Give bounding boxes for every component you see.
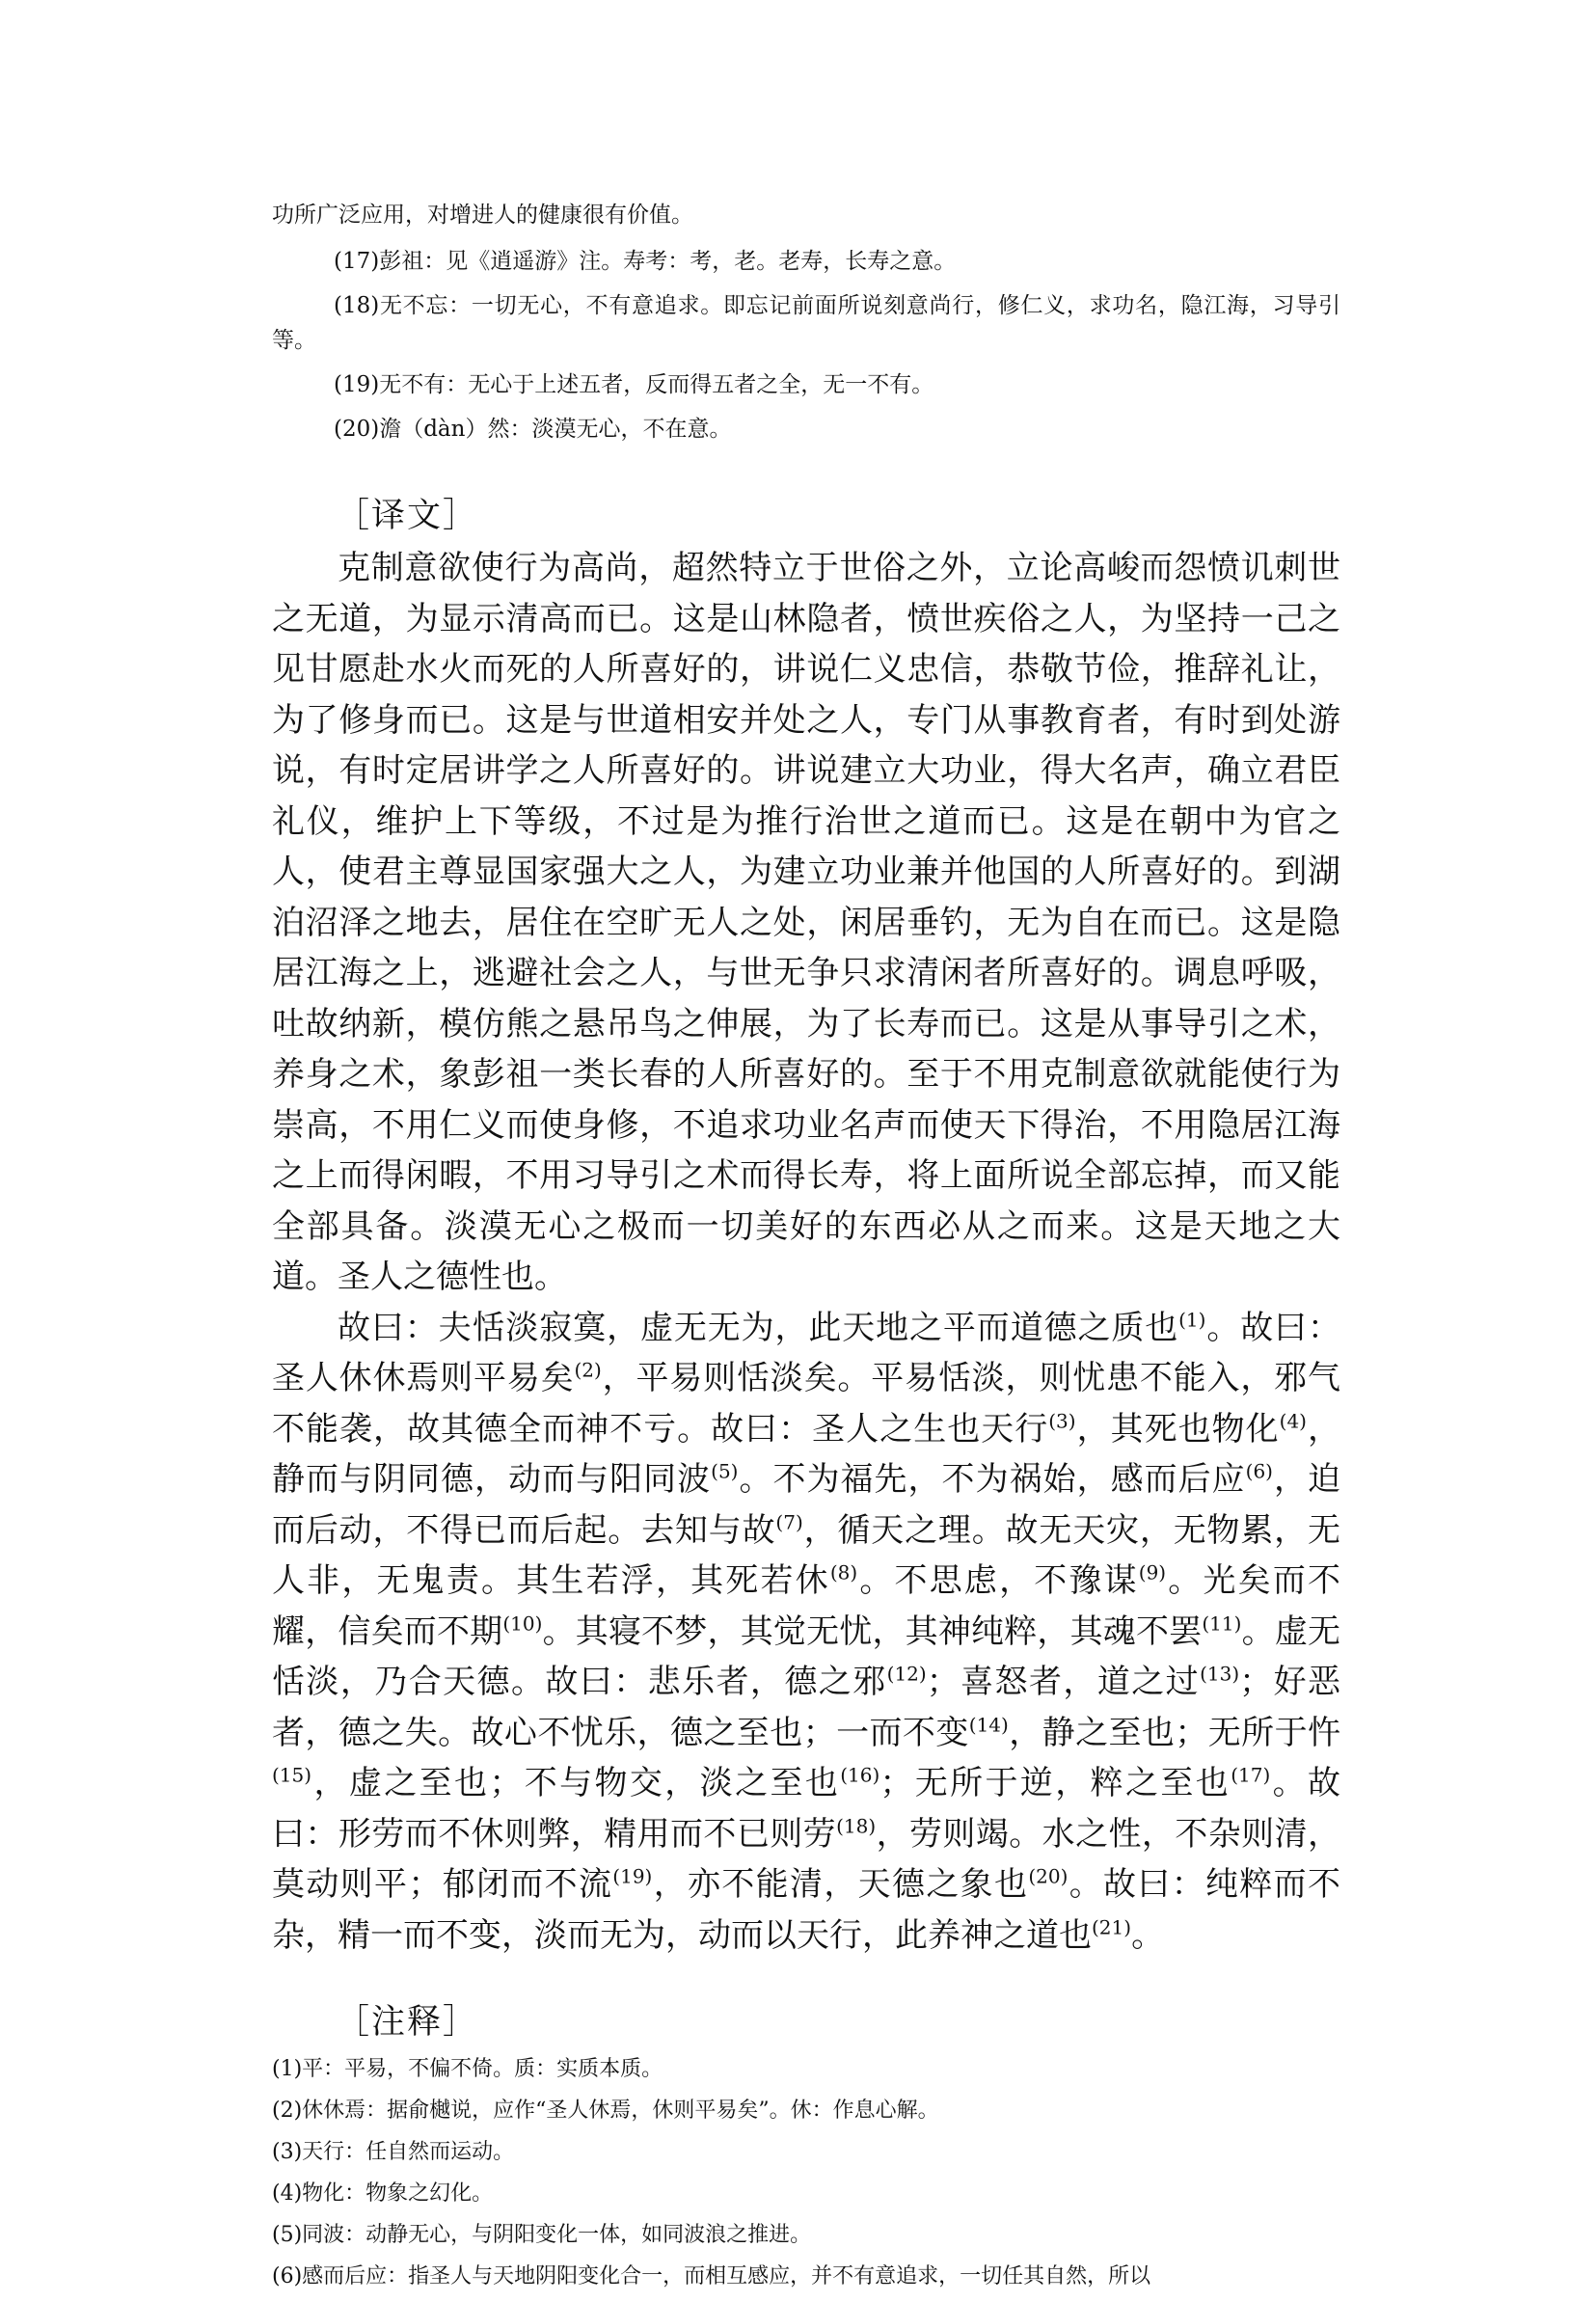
paragraph-2-text-segment: ，亦不能清，天德之象也: [652, 1865, 1029, 1904]
footnote-marker: (8): [829, 1560, 858, 1584]
paragraph-2-text-segment: 。虚无恬淡，乃合天德。故曰：悲乐者，德之邪: [272, 1611, 1341, 1701]
annotations-list: [272, 2053, 1340, 2292]
footnote-marker: (19): [612, 1864, 653, 1888]
annotations-heading: ［注释］: [336, 2003, 479, 2042]
paragraph-2-text-segment: ，循天之理。故无天灾，无物累，无人非，无鬼责。其生若浮，其死若休: [272, 1510, 1341, 1600]
footnote-marker: (21): [1092, 1915, 1132, 1939]
paragraph-2-text-segment: 。光矣而不耀，信矣而不期: [272, 1561, 1341, 1651]
footnote-marker: (2): [574, 1358, 602, 1382]
annotation-item-6: (6)感而后应：指圣人与天地阴阳变化合一，而相互感应，并不有意追求，一切任其自然，所以: [272, 2264, 1151, 2288]
footnote-marker: (3): [1048, 1409, 1076, 1433]
translation-heading: ［译文］: [336, 497, 479, 535]
paragraph-2-text-segment: ，虚之至也；不与物交，淡之至也: [311, 1764, 841, 1802]
footnote-marker: (13): [1200, 1662, 1240, 1686]
annotation-item-1: (1)平：平易，不偏不倚。质：实质本质。: [272, 2057, 663, 2081]
paragraph-2-text-segment: 。: [1131, 1915, 1165, 1955]
paragraph-2-text-segment: ；喜怒者，道之过: [926, 1663, 1201, 1701]
note-20: (20)澹（dàn）然：淡漠无心，不在意。: [334, 417, 732, 442]
footnote-marker: (4): [1279, 1409, 1307, 1433]
note-18: (18)无不忘：一切无心，不有意追求。即忘记前面所说刻意尚行，修仁义，求功名，隐江海，习导引等。: [272, 293, 1340, 353]
footnote-marker: (18): [836, 1814, 877, 1838]
footnote-marker: (17): [1231, 1763, 1271, 1787]
paragraph-2-text-segment: 。其寝不梦，其觉无忧，其神纯粹，其魂不罢: [542, 1611, 1203, 1651]
footnote-marker: (1): [1178, 1308, 1206, 1332]
paragraph-2-text-segment: ，平易则恬淡矣。平易恬淡，则忧患不能入，邪气不能袭，故其德全而神不亏。故曰：圣人之生也天行: [272, 1359, 1341, 1449]
footnote-marker: (15): [272, 1763, 312, 1787]
document-page: [272, 198, 1340, 2302]
footnote-marker: (6): [1245, 1459, 1273, 1483]
footnote-marker: (5): [711, 1459, 739, 1483]
footnote-marker: (12): [886, 1662, 927, 1686]
annotation-item-3: (3)天行：任自然而运动。: [272, 2140, 515, 2164]
paragraph-2-text-segment: ，静之至也；无所于忤: [1008, 1713, 1341, 1752]
footnote-marker: (14): [968, 1713, 1009, 1737]
translation-paragraph-1: 克制意欲使行为高尚，超然特立于世俗之外，立论高峻而怨愤讥刺世之无道，为显示清高而已。这是山林隐者，愤世疾俗之人，为坚持一己之见甘愿赴水火而死的人所喜好的，讲说仁义忠信，恭敬节俭，推辞礼让，为了修身而已。这是与世道相安并处之人，专门从事教育者，有时到处游说，有时定居讲学之人所喜好的。讲说建立大功业，得大名声，确立君臣礼仪，维护上下等级，不过是为推行治世之道而已。这是在朝中为官之人，使君主尊显国家强大之人，为建立功业兼并他国的人所喜好的。到湖泊沼泽之地去，居住在空旷无人之处，闲居垂钓，无为自在而已。这是隐居江海之上，逃避社会之人，与世无争只求清闲者所喜好的。调息呼吸，吐故纳新，模仿熊之悬吊鸟之伸展，为了长寿而已。这是从事导引之术，养身之术，象彭祖一类长春的人所喜好的。至于不用克制意欲就能使行为崇高，不用仁义而使身修，不追求功业名声而使天下得治，不用隐居江海之上而得闲暇，不用习导引之术而得长寿，将上面所说全部忘掉，而又能全部具备。淡漠无心之极而一切美好的东西必从之而来。这是天地之大道。圣人之德性也。: [272, 549, 1340, 1296]
note-19: (19)无不有：无心于上述五者，反而得五者之全，无一不有。: [334, 372, 934, 397]
footnote-marker: (7): [775, 1510, 803, 1534]
footnote-marker: (20): [1028, 1864, 1069, 1888]
paragraph-2-text-segment: 。不思虑，不豫谋: [857, 1561, 1139, 1600]
paragraph-2-text-segment: ，其死也物化: [1075, 1409, 1280, 1449]
paragraph-2-text-segment: ；无所于逆，粹之至也: [879, 1764, 1231, 1802]
footnote-marker: (11): [1202, 1611, 1242, 1636]
paragraph-2-text-segment: 。故曰：纯粹而不杂，精一而不变，淡而无为，动而以天行，此养神之道也: [272, 1865, 1341, 1955]
paragraph-2-text-segment: 。不为福先，不为祸始，感而后应: [738, 1460, 1246, 1499]
footnote-marker: (9): [1138, 1560, 1167, 1584]
annotation-item-5: (5)同波：动静无心，与阴阳变化一体，如同波浪之推进。: [272, 2223, 812, 2247]
annotation-item-2: (2)休休焉：据俞樾说，应作“圣人休焉，休则平易矣”。休：作息心解。: [272, 2099, 939, 2123]
paragraph-2-text-segment: ，静而与阴同德，动而与阳同波: [272, 1409, 1341, 1499]
note-17: (17)彭祖：见《逍遥游》注。寿考：考，老。老寿，长寿之意。: [334, 249, 957, 274]
translation-paragraph-2: [272, 1303, 1340, 1962]
paragraph-2-text-segment: ；好恶者，德之失。故心不忧乐，德之至也；一而不变: [272, 1663, 1341, 1752]
footnote-marker: (16): [840, 1763, 880, 1787]
paragraph-2-text-segment: ，迫而后动，不得已而后起。去知与故: [272, 1460, 1341, 1550]
paragraph-2-text-segment: 。故曰：圣人休休焉则平易矣: [272, 1308, 1341, 1397]
paragraph-2-text-segment: 故曰：夫恬淡寂寞，虚无无为，此天地之平而道德之质也: [338, 1308, 1179, 1347]
footnote-marker: (10): [502, 1611, 543, 1636]
paragraph-2-text-segment: 。故曰：形劳而不休则弊，精用而不已则劳: [272, 1764, 1341, 1854]
annotation-item-4: (4)物化：物象之幻化。: [272, 2181, 494, 2206]
note-continuation: 功所广泛应用，对增进人的健康很有价值。: [272, 203, 693, 228]
paragraph-2-text-segment: ，劳则竭。水之性，不杂则清，莫动则平；郁闭而不流: [272, 1814, 1340, 1904]
